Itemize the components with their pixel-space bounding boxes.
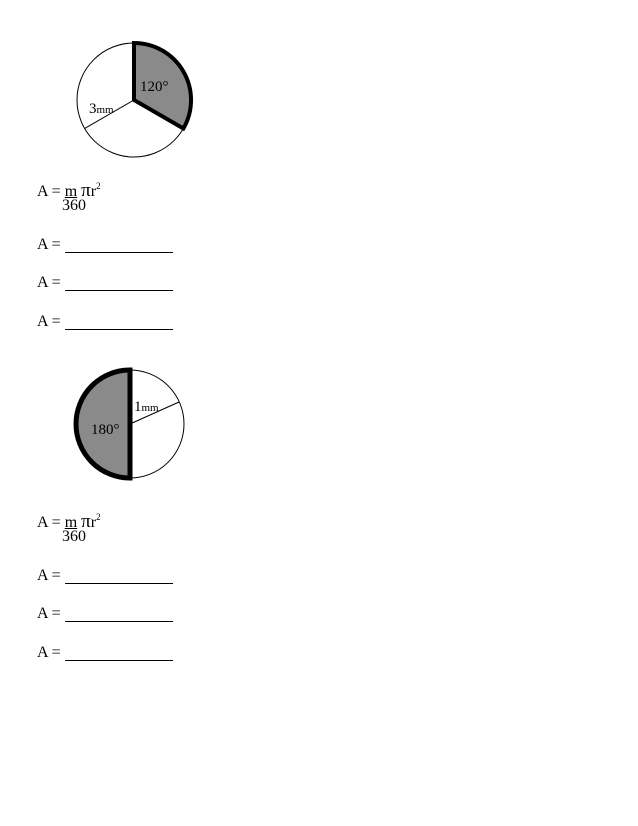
answer-blank[interactable] <box>65 273 173 291</box>
area-formula: A = m $\pi r^2$ <box>37 511 101 532</box>
angle-label: 180° <box>91 422 120 438</box>
answer-line[interactable]: A = <box>37 643 173 663</box>
answer-line[interactable]: A = <box>37 312 173 332</box>
angle-label: 120° <box>140 79 169 95</box>
formula-denominator: 360 <box>62 528 86 545</box>
answer-line[interactable]: A = <box>37 566 173 586</box>
answer-blank[interactable] <box>65 604 173 622</box>
answer-line[interactable]: A = <box>37 273 173 293</box>
answer-blank[interactable] <box>65 312 173 330</box>
sector-diagram-180 <box>66 362 190 488</box>
answer-blank[interactable] <box>65 235 173 253</box>
answer-blank[interactable] <box>65 643 173 661</box>
formula-denominator: 360 <box>62 197 86 214</box>
area-formula: A = m $\pi r^2$ <box>37 180 101 201</box>
radius-label: 3mm <box>89 101 114 117</box>
sector-diagram-120 <box>70 38 200 164</box>
answer-blank[interactable] <box>65 566 173 584</box>
answer-line[interactable]: A = <box>37 604 173 624</box>
answer-line[interactable]: A = <box>37 235 173 255</box>
radius-label: 1mm <box>134 399 159 415</box>
